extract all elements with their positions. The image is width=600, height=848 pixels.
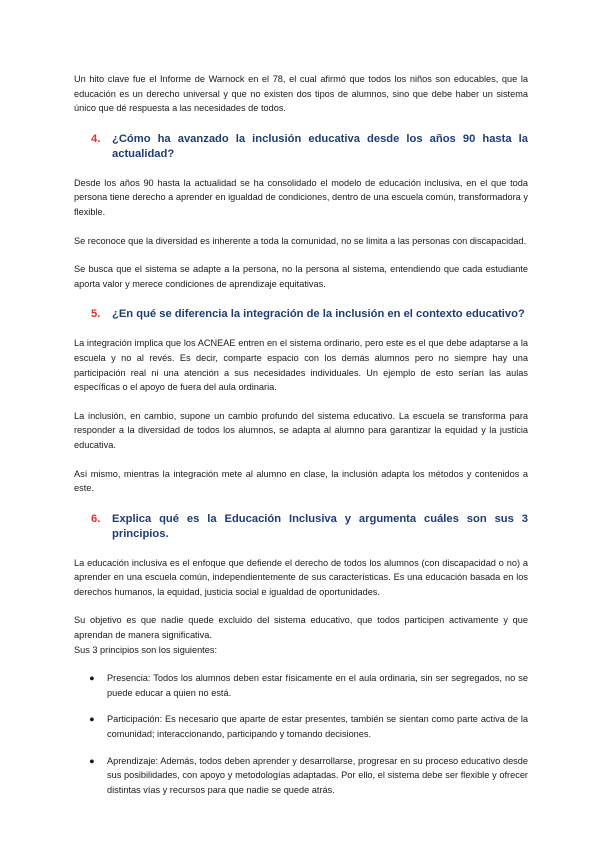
section-6-number: 6. — [91, 512, 101, 525]
section-6-paragraph: La educación inclusiva es el enfoque que defiende el derecho de todos los alumnos (con discapacidad o no) a aprender en una escuela común, independientemente de sus características. Es una educación basada en los derechos humanos, la equidad, justicia social e igualdad de oportunidades. — [74, 557, 528, 597]
section-6-title: Explica qué es la Educación Inclusiva y argumenta cuáles son sus 3 principios. — [112, 512, 528, 540]
principle-text: Presencia: Todos los alumnos deben estar físicamente en el aula ordinaria, sin ser segregados, no se puede educar a quien no está. — [107, 673, 528, 698]
intro-paragraph: Un hito clave fue el Informe de Warnock en el 78, el cual afirmó que todos los niños son educables, que la educación es un derecho universal y que no existen dos tipos de alumnos, sino que debe haber un sistema único que dé respuesta a las necesidades de todos. — [74, 74, 528, 114]
bullet-icon: ● — [89, 755, 95, 766]
bullet-icon: ● — [89, 673, 95, 684]
section-6-paragraph: Su objetivo es que nadie quede excluido del sistema educativo, que todos participen activamente y que aprendan de manera significativa. — [74, 615, 528, 641]
principles-list — [74, 671, 528, 797]
section-4-title: ¿Cómo ha avanzado la inclusión educativa desde los años 90 hasta la actualidad? — [112, 132, 528, 160]
section-6-heading — [74, 512, 528, 542]
bullet-icon: ● — [89, 714, 95, 725]
section-5-paragraph: La inclusión, en cambio, supone un cambio profundo del sistema educativo. La escuela se transforma para responder a la diversidad de todos los alumnos, se adapta al alumno para garantizar la equidad y la justicia educativa. — [74, 410, 528, 450]
principle-text: Participación: Es necesario que aparte de estar presentes, también se sientan como parte activa de la comunidad; interaccionando, participando y tomando decisiones. — [107, 714, 528, 740]
principle-text: Aprendizaje: Además, todos deben aprender y desarrollarse, progresar en su proceso educativo desde sus posibilidades, con apoyo y metodologías adaptadas. Por ello, el sistema debe ser flexible y ofrecer distintas vías y recursos para que nadie se quede atrás. — [107, 755, 528, 795]
section-4-number: 4. — [91, 132, 101, 145]
list-item — [74, 754, 528, 798]
section-5-number: 5. — [91, 308, 101, 321]
section-4-paragraph: Desde los años 90 hasta la actualidad se ha consolidado el modelo de educación inclusiva, en el que toda persona tiene derecho a aprender en igualdad de condiciones, dentro de una escuela común, transformadora y flexible. — [74, 177, 528, 217]
section-4-paragraph: Se busca que el sistema se adapte a la persona, no la persona al sistema, entendiendo que cada estudiante aporta valor y merece condiciones de aprendizaje equitativas. — [74, 264, 528, 289]
section-5-paragraph: Así mismo, mientras la integración mete al alumno en clase, la inclusión adapta los métodos y contenidos a este. — [74, 468, 528, 494]
document-body — [74, 72, 528, 809]
section-4-paragraph: Se reconoce que la diversidad es inherente a toda la comunidad, no se limita a las personas con discapacidad. — [74, 235, 526, 246]
section-5-paragraph: La integración implica que los ACNEAE entren en el sistema ordinario, pero este es el que debe adaptarse a la escuela y no al revés. Es decir, comparte espacio con los demás alumnos pero no siempre hay una participación real ni una atención a sus necesidades individuales. Un ejemplo de esto serían las aulas específicas o el apoyo de fuera del aula ordinaria. — [74, 338, 528, 393]
section-4-heading — [74, 132, 528, 162]
list-item — [74, 671, 528, 700]
section-5-heading — [74, 307, 528, 322]
section-6-paragraph: Sus 3 principios son los siguientes: — [74, 644, 217, 655]
list-item — [74, 712, 528, 741]
section-5-title: ¿En qué se diferencia la integración de la inclusión en el contexto educativo? — [112, 308, 525, 321]
